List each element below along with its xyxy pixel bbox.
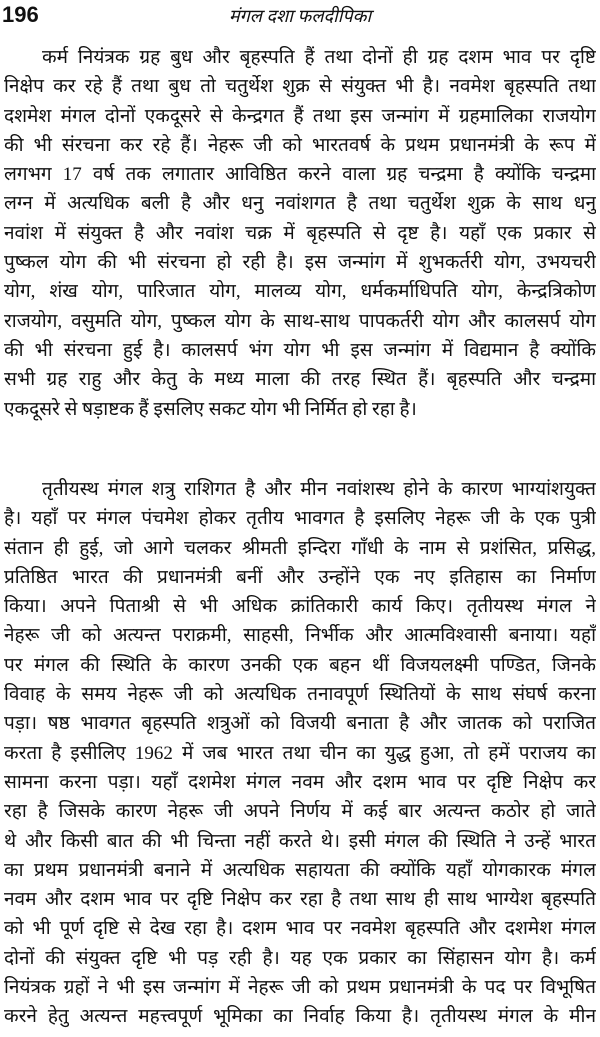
text-line: किया। अपने पिताश्री से भी अधिक क्रांतिकारी कार्य किए। तृतीयस्थ मंगल ने [4,596,596,618]
page-number: 196 [2,2,39,27]
text-line: को भी पूर्ण दृष्टि से देख रहा है। दशम भाव पर नवमेश बृहस्पति और दशमेश मंगल [4,918,596,940]
text-line: तृतीयस्थ मंगल शत्रु राशिगत है और मीन नवांशस्थ होने के कारण भाग्यांशयुक्त [42,479,596,500]
text-line: कर्म नियंत्रक ग्रह बुध और बृहस्पति हैं तथा दोनों ही ग्रह दशम भाव पर दृष्टि [42,47,596,68]
text-line: रहा है जिसके कारण नेहरू जी अपने निर्णय में कई बार अत्यन्त कठोर हो जाते [4,801,596,823]
paragraph-2 [4,475,596,1032]
text-line: पड़ा। षष्ठ भावगत बृहस्पति शत्रुओं को विजयी बनाता है और जातक को पराजित [4,713,596,735]
text-line: राजयोग, वसुमति योग, पुष्कल योग के साथ-साथ पापकर्तरी योग और कालसर्प योग [4,310,596,332]
text-line: करता है इसीलिए 1962 में जब भारत तथा चीन का युद्ध हुआ, तो हमें पराजय का [4,742,596,764]
text-line: करने हेतु अत्यन्त महत्त्वपूर्ण भूमिका का निर्वाह किया है। तृतीयस्थ मंगल के मीन [4,1006,596,1028]
text-line: नेहरू जी को अत्यन्त पराक्रमी, साहसी, निर्भीक और आत्मविश्वासी बनाया। यहाँ [4,625,596,647]
text-line: पर मंगल की स्थिति के कारण उनकी एक बहन थीं विजयलक्ष्मी पण्डित, जिनके [4,654,596,676]
text-line: की भी संरचना कर रहे हैं। नेहरू जी को भारतवर्ष के प्रथम प्रधानमंत्री के रूप में [4,134,596,156]
text-line: प्रतिष्ठित भारत की प्रधानमंत्री बनीं और उन्होंने एक नए इतिहास का निर्माण [4,566,596,588]
text-line: नियंत्रक ग्रहों ने भी इस जन्मांग में नेहरू जी को प्रथम प्रधानमंत्री के पद पर विभूषित [4,977,596,999]
paragraph-1 [4,43,596,424]
text-line: का प्रथम प्रधानमंत्री बनाने में अत्यधिक सहायता की क्योंकि यहाँ योगकारक मंगल [4,859,596,881]
text-line: नवम और दशम भाव पर दृष्टि निक्षेप कर रहा है तथा साथ ही साथ भाग्येश बृहस्पति [4,889,596,911]
text-line: की भी संरचना हुई है। कालसर्प भंग योग भी इस जन्मांग में विद्यमान है क्योंकि [4,339,596,361]
text-line: है। यहाँ पर मंगल पंचमेश होकर तृतीय भावगत है इसलिए नेहरू जी के एक पुत्री [4,508,596,530]
text-line: लग्न में अत्यधिक बली है और धनु नवांशगत है तथा चतुर्थेश शुक्र के साथ धनु [4,193,596,215]
text-line: सामना करना पड़ा। यहाँ दशमेश मंगल नवम और दशम भाव पर दृष्टि निक्षेप कर [4,771,596,793]
text-line: विवाह के समय नेहरू जी को अत्यधिक तनावपूर्ण स्थितियों के साथ संघर्ष करना [4,684,596,706]
text-line: दोनों की संयुक्त दृष्टि भी पड़ रही है। यह एक प्रकार का सिंहासन योग है। कर्म [4,947,596,969]
text-line: थे और किसी बात की भी चिन्ता नहीं करते थे। इसी मंगल की स्थिति ने उन्हें भारत [4,830,596,852]
running-title: मंगल दशा फलदीपिका [228,6,372,26]
text-line: योग, शंख योग, पारिजात योग, मालव्य योग, धर्मकर्माधिपति योग, केन्द्रत्रिकोण [4,281,596,303]
text-line: निक्षेप कर रहे हैं तथा बुध तो चतुर्थेश शुक्र से संयुक्त भी है। नवमेश बृहस्पति तथा [4,76,596,98]
text-line: सभी ग्रह राहु और केतु के मध्य माला की तरह स्थित हैं। बृहस्पति और चन्द्रमा [4,369,596,391]
text-line: लगभग 17 वर्ष तक लगातार आविष्ठित करने वाला ग्रह चन्द्रमा है क्योंकि चन्द्रमा [4,164,596,186]
text-line: एकदूसरे से षड़ाष्टक हैं इसलिए सकट योग भी निर्मित हो रहा है। [4,398,417,420]
text-line: संतान ही हुई, जो आगे चलकर श्रीमती इन्दिरा गाँधी के नाम से प्रशंसित, प्रसिद्ध, [4,537,596,559]
text-line: दशमेश मंगल दोनों एकदूसरे से केन्द्रगत हैं तथा इस जन्मांग में ग्रहमालिका राजयोग [4,105,596,127]
text-line: पुष्कल योग की भी संरचना हो रही है। इस जन्मांग में शुभकर्तरी योग, उभयचरी [4,252,596,274]
text-line: नवांश में संयुक्त है और नवांश चक्र में बृहस्पति से दृष्ट है। यहाँ एक प्रकार से [4,222,596,244]
page-header [0,0,600,36]
